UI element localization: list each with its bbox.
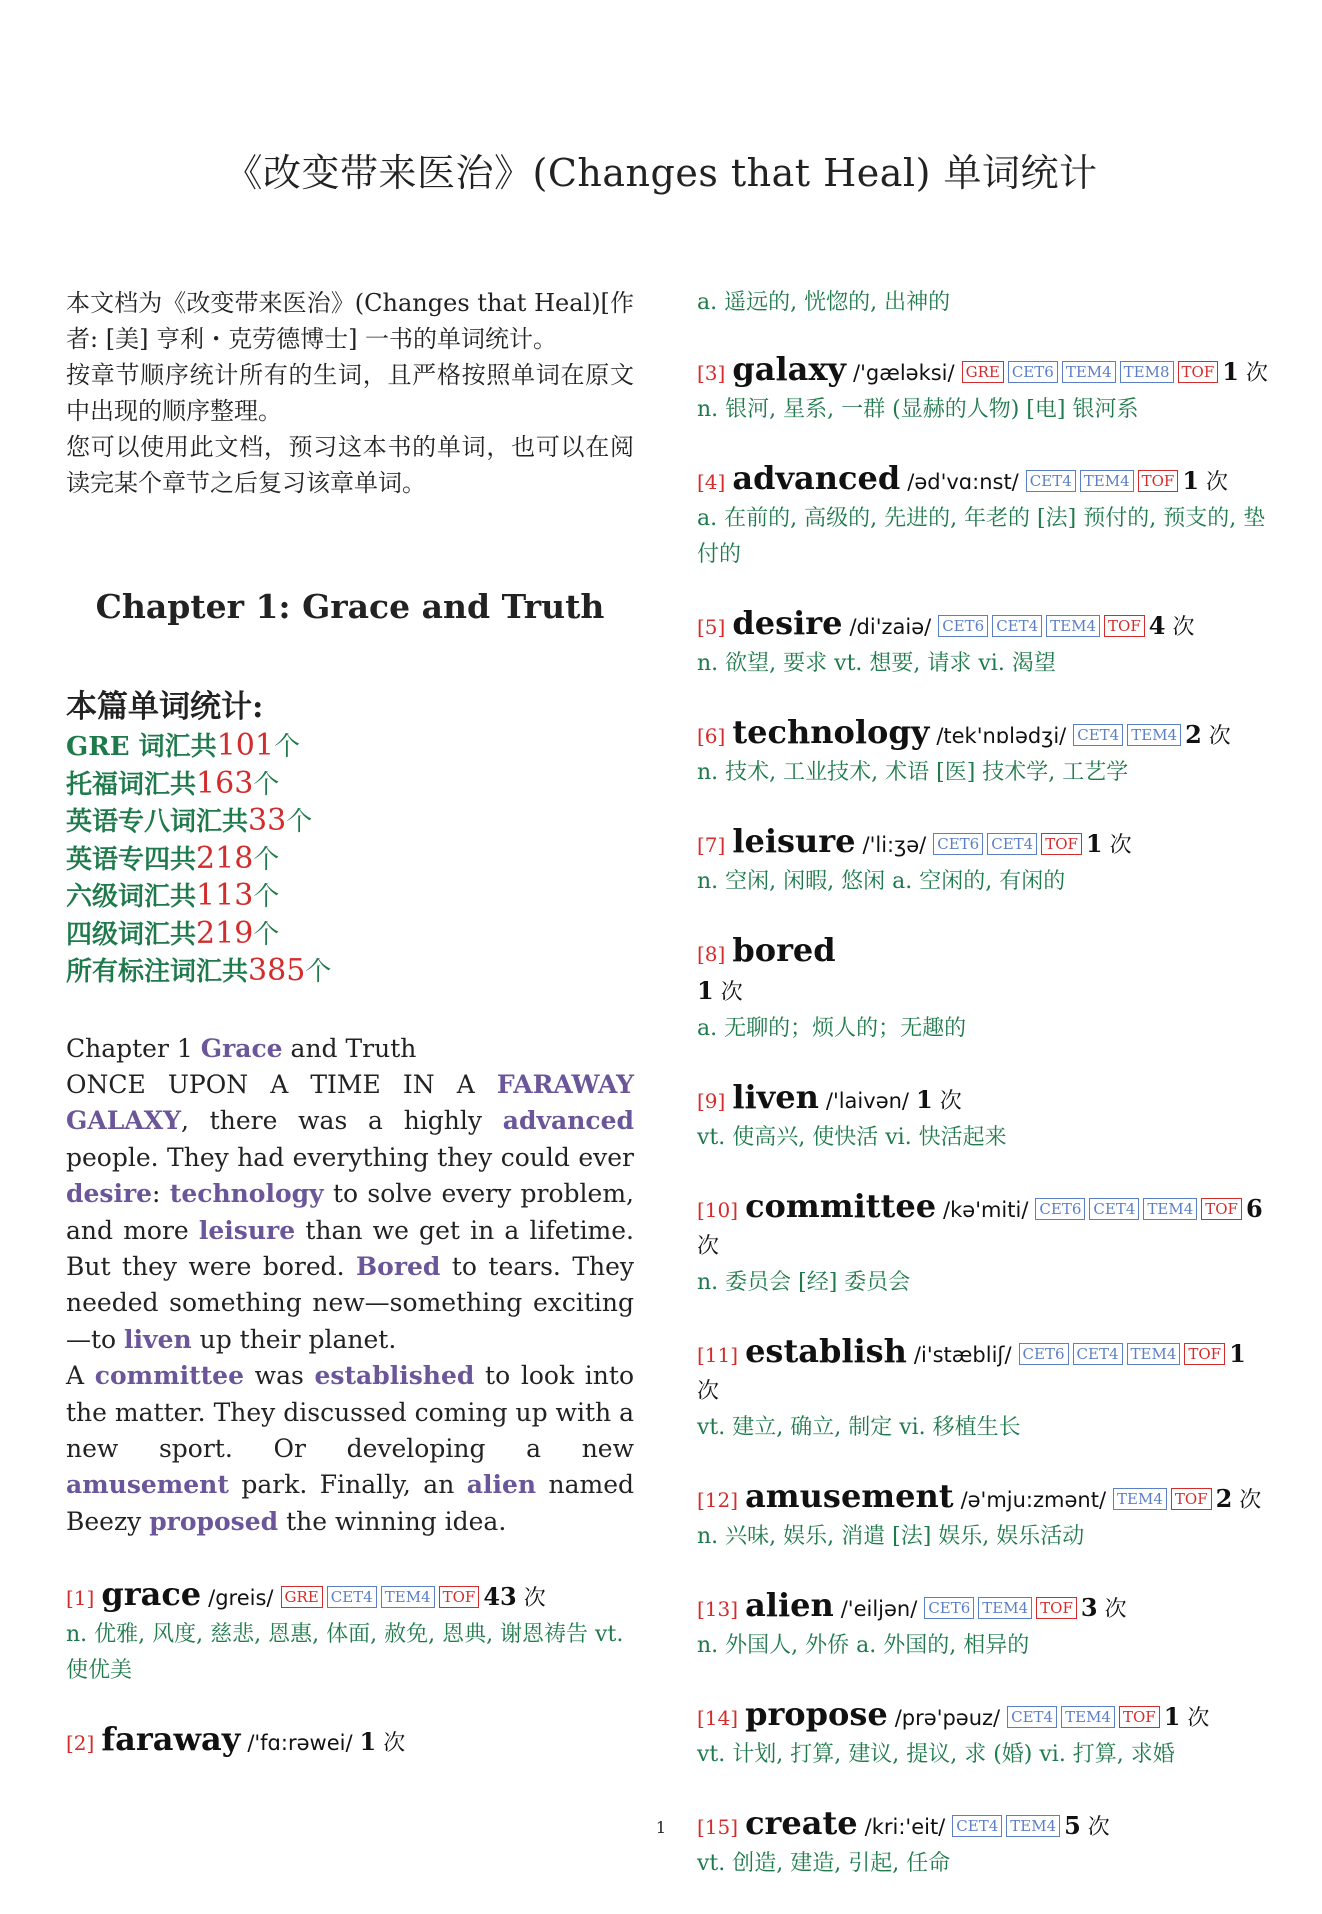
entry-index: [6] xyxy=(697,724,726,748)
exam-tag: CET6 xyxy=(924,1597,974,1619)
entry-count-unit: 次 xyxy=(1097,1597,1127,1622)
passage-paragraph xyxy=(66,1358,634,1540)
vocab-highlight: liven xyxy=(124,1324,192,1354)
vocab-highlight: established xyxy=(314,1361,475,1391)
exam-tag: CET6 xyxy=(1019,1343,1069,1365)
passage-text: people. They had everything they could ever xyxy=(66,1142,634,1172)
entry-word: grace xyxy=(101,1575,202,1614)
entry-definition: vt. 使高兴, 使快活 vi. 快活起来 xyxy=(697,1125,1007,1150)
exam-tag: CET4 xyxy=(992,615,1042,637)
entry-definition: vt. 创造, 建造, 引起, 任命 xyxy=(697,1851,951,1876)
exam-tag: TOF xyxy=(1036,1597,1077,1619)
stat-row xyxy=(66,878,634,916)
document-title: 《改变带来医治》(Changes that Heal) 单词统计 xyxy=(224,151,1098,195)
vocab-highlight: amusement xyxy=(66,1470,229,1500)
vocab-highlight: technology xyxy=(169,1179,324,1209)
stat-row xyxy=(66,953,634,991)
exam-tag: GRE xyxy=(281,1586,323,1608)
vocab-entry xyxy=(66,1721,634,1762)
exam-tag: TOF xyxy=(1138,470,1179,492)
entry-pronunciation: /greis/ xyxy=(208,1586,274,1611)
entry-index: [8] xyxy=(697,942,726,966)
stat-row xyxy=(66,841,634,879)
entry-head xyxy=(697,1478,1269,1519)
vocab-entry xyxy=(697,1188,1269,1301)
passage-text: the winning idea. xyxy=(278,1506,507,1536)
entry-count: 1 xyxy=(1182,466,1200,495)
entry-definition-continued: a. 遥远的, 恍惚的, 出神的 xyxy=(697,290,951,315)
entry-pronunciation: /'eiljən/ xyxy=(840,1597,918,1621)
entry-word: alien xyxy=(745,1586,834,1624)
vocab-entry xyxy=(697,1805,1269,1882)
entry-index: [13] xyxy=(697,1597,739,1621)
exam-tag: CET6 xyxy=(1008,361,1058,383)
passage-text: than we get in a lifetime. But they were bored. xyxy=(66,1215,635,1281)
stat-label: 托福词汇共 xyxy=(66,769,197,800)
exam-tag: TOF xyxy=(1178,361,1219,383)
entry-definition: n. 欲望, 要求 vt. 想要, 请求 vi. 渴望 xyxy=(697,651,1056,676)
entry-word: committee xyxy=(745,1187,937,1225)
exam-tag: TEM4 xyxy=(1080,470,1134,492)
vocab-highlight: committee xyxy=(94,1361,244,1391)
exam-tag: CET6 xyxy=(938,615,988,637)
passage-text: named Beezy xyxy=(66,1470,634,1536)
exam-tag: TEM4 xyxy=(1006,1815,1060,1837)
page-number: 1 xyxy=(655,1818,667,1837)
entry-head xyxy=(697,351,1269,392)
entry-index: [10] xyxy=(697,1198,739,1222)
vocab-entry xyxy=(697,460,1269,573)
exam-tag: TEM4 xyxy=(1062,361,1116,383)
entry-count: 1 xyxy=(359,1727,377,1757)
entry-pronunciation: /kri:'eit/ xyxy=(864,1815,946,1839)
entry-definition: n. 外国人, 外侨 a. 外国的, 相异的 xyxy=(697,1633,1030,1658)
exam-tag: TOF xyxy=(439,1586,480,1608)
exam-tag: CET6 xyxy=(933,833,983,855)
stat-label: GRE 词汇共 xyxy=(66,732,217,762)
left-vocab-entries xyxy=(66,1576,634,1762)
stat-unit: 个 xyxy=(286,807,313,837)
passage-text: : xyxy=(152,1179,170,1209)
intro-paragraph: 本文档为《改变带来医治》(Changes that Heal)[作者: [美] 亨利・克劳德博士] 一书的单词统计。 xyxy=(66,289,634,353)
vocab-entry xyxy=(697,351,1269,428)
entry-definition: n. 技术, 工业技术, 术语 [医] 技术学, 工艺学 xyxy=(697,760,1129,785)
entry-count: 1 xyxy=(1163,1702,1181,1731)
stat-count: 101 xyxy=(216,728,274,763)
entry-definition: vt. 建立, 确立, 制定 vi. 移植生长 xyxy=(697,1415,1021,1440)
passage-text: , there was a highly xyxy=(180,1106,503,1136)
entry-count-unit: 次 xyxy=(1080,1815,1110,1840)
stat-unit: 个 xyxy=(305,957,332,987)
vocab-highlight: advanced xyxy=(502,1106,634,1136)
entry-definition: n. 优雅, 风度, 慈悲, 恩惠, 体面, 赦免, 恩典, 谢恩祷告 vt. 使优美 xyxy=(66,1622,624,1684)
passage-text: Chapter 1 xyxy=(66,1033,201,1063)
stat-unit: 个 xyxy=(253,882,280,912)
entry-pronunciation: /əd'vɑ:nst/ xyxy=(907,470,1019,494)
passage-text: was xyxy=(243,1361,315,1391)
entry-count: 2 xyxy=(1185,720,1202,749)
right-vocab-entries xyxy=(697,351,1269,1882)
exam-tag: TEM8 xyxy=(1120,361,1174,383)
stat-row xyxy=(66,766,634,804)
entry-count-unit: 次 xyxy=(1199,470,1229,495)
entry-count-unit: 次 xyxy=(697,1379,720,1404)
entry-word: create xyxy=(745,1804,858,1842)
intro-paragraph: 您可以使用此文档，预习这本书的单词，也可以在阅读完某个章节之后复习该章单词。 xyxy=(66,433,634,497)
passage-text: park. Finally, an xyxy=(228,1470,467,1500)
entry-count: 6 xyxy=(1245,1194,1263,1223)
vocab-highlight: proposed xyxy=(149,1506,279,1536)
exam-tag: TOF xyxy=(1171,1488,1212,1510)
exam-tag: CET4 xyxy=(952,1815,1002,1837)
entry-pronunciation: /ə'mju:zmənt/ xyxy=(960,1488,1107,1512)
stat-label: 四级词汇共 xyxy=(66,919,197,950)
stat-unit: 个 xyxy=(273,732,300,762)
vocab-entry xyxy=(697,1333,1269,1446)
stat-row xyxy=(66,916,634,954)
entry-pronunciation: /prə'pəuz/ xyxy=(894,1706,1001,1730)
exam-tag: CET4 xyxy=(1026,470,1076,492)
vocab-highlight: FARAWAY GALAXY xyxy=(66,1069,634,1136)
entry-head xyxy=(697,1079,1269,1120)
stat-unit: 个 xyxy=(253,844,280,875)
entry-count-unit: 次 xyxy=(1238,361,1268,386)
passage-text: up their planet. xyxy=(191,1324,397,1354)
exam-tag: TEM4 xyxy=(978,1597,1032,1619)
exam-tag: TEM4 xyxy=(1127,1343,1181,1365)
entry-word: advanced xyxy=(732,459,901,497)
passage-text: and Truth xyxy=(282,1033,417,1063)
entry-index: [1] xyxy=(66,1586,95,1611)
entry-head xyxy=(697,1333,1269,1410)
entry-word: liven xyxy=(732,1078,819,1116)
entry-pronunciation: /'fɑ:rəwei/ xyxy=(247,1731,353,1756)
vocab-entry xyxy=(697,1696,1269,1773)
entry-definition: n. 银河, 星系, 一群 (显赫的人物) [电] 银河系 xyxy=(697,397,1139,422)
entry-count: 5 xyxy=(1064,1811,1081,1840)
entry-definition: n. 空闲, 闲暇, 悠闲 a. 空闲的, 有闲的 xyxy=(697,869,1066,894)
entry-word: leisure xyxy=(732,822,856,860)
stat-count: 385 xyxy=(248,953,306,988)
vocab-entry xyxy=(66,1576,634,1689)
entry-pronunciation: /i'stæbliʃ/ xyxy=(913,1343,1012,1367)
exam-tag: TEM4 xyxy=(381,1586,435,1608)
vocab-entry xyxy=(697,1079,1269,1156)
entry-head xyxy=(66,1576,634,1617)
vocab-entry xyxy=(697,1587,1269,1664)
entry-count: 43 xyxy=(483,1582,517,1612)
stats-list xyxy=(66,728,634,991)
entry-index: [9] xyxy=(697,1089,726,1113)
exam-tag: CET4 xyxy=(1073,724,1123,746)
entry-pronunciation: /'laivən/ xyxy=(825,1089,909,1113)
entry-definition: n. 委员会 [经] 委员会 xyxy=(697,1270,911,1295)
entry-word: amusement xyxy=(745,1477,954,1515)
entry-head xyxy=(697,1696,1269,1737)
stats-heading: 本篇单词统计: xyxy=(66,689,264,725)
stat-count: 218 xyxy=(196,840,254,876)
intro-paragraph: 按章节顺序统计所有的生词，且严格按照单词在原文中出现的顺序整理。 xyxy=(66,361,634,425)
stat-count: 113 xyxy=(196,878,254,913)
stat-count: 219 xyxy=(196,915,254,951)
exam-tag: TOF xyxy=(1119,1706,1160,1728)
vocab-highlight: leisure xyxy=(198,1215,296,1245)
entry-pronunciation: /'li:ʒə/ xyxy=(862,833,927,857)
passage-heading-line xyxy=(66,1031,634,1067)
entry-word: desire xyxy=(732,604,843,642)
exam-tag: TOF xyxy=(1041,833,1082,855)
entry-count-unit: 次 xyxy=(1180,1706,1210,1731)
entry-count: 1 xyxy=(1085,829,1103,858)
stat-count: 163 xyxy=(196,765,254,801)
intro xyxy=(66,285,634,501)
passage-text: A xyxy=(66,1361,95,1391)
entry-count: 1 xyxy=(1229,1339,1246,1368)
entry-head xyxy=(697,714,1269,755)
entry-index: [4] xyxy=(697,470,726,494)
entry-count-line xyxy=(697,973,1269,1011)
entry-count-unit: 次 xyxy=(1232,1488,1262,1513)
entry-definition: n. 兴味, 娱乐, 消遣 [法] 娱乐, 娱乐活动 xyxy=(697,1524,1085,1549)
entry-count: 4 xyxy=(1148,611,1166,640)
entry-count-unit: 次 xyxy=(713,980,743,1005)
stat-label: 英语专四共 xyxy=(66,844,197,875)
vocab-entry xyxy=(697,714,1269,791)
entry-index: [7] xyxy=(697,833,726,857)
entry-definition: vt. 计划, 打算, 建议, 提议, 求 (婚) vi. 打算, 求婚 xyxy=(697,1742,1175,1767)
entry-word: galaxy xyxy=(732,350,847,388)
entry-count-unit: 次 xyxy=(516,1586,546,1612)
stat-label: 英语专八词汇共 xyxy=(66,807,249,837)
entry-head xyxy=(697,605,1269,646)
entry-count: 1 xyxy=(916,1085,933,1114)
passage-text: to look into the matter. They discussed coming up with a new sport. Or developing a new xyxy=(66,1361,634,1463)
exam-tag: CET4 xyxy=(1089,1198,1139,1220)
entry-count: 2 xyxy=(1215,1484,1233,1513)
exam-tag: TOF xyxy=(1201,1198,1242,1220)
entry-pronunciation: /di'zaiə/ xyxy=(849,615,932,639)
entry-index: [5] xyxy=(697,615,726,639)
entry-index: [2] xyxy=(66,1731,95,1756)
entry-word: propose xyxy=(745,1695,888,1733)
vocab-entry xyxy=(697,823,1269,900)
exam-tag: CET4 xyxy=(1007,1706,1057,1728)
entry-count-unit: 次 xyxy=(697,1234,720,1259)
entry-word: technology xyxy=(732,713,930,751)
exam-tag: TEM4 xyxy=(1046,615,1100,637)
exam-tag: TEM4 xyxy=(1127,724,1181,746)
entry-head xyxy=(697,1587,1269,1628)
exam-tag: TEM4 xyxy=(1061,1706,1115,1728)
entry-index: [15] xyxy=(697,1815,739,1839)
entry-pronunciation: /kə'miti/ xyxy=(943,1198,1029,1222)
entry-count-unit: 次 xyxy=(376,1731,406,1757)
entry-head xyxy=(697,932,1269,973)
entry-count: 1 xyxy=(1222,357,1239,386)
entry-index: [14] xyxy=(697,1706,739,1730)
passage-text: to tears. They needed something new—something exciting—to xyxy=(66,1251,635,1354)
passage-paragraph xyxy=(66,1067,634,1358)
entry-count-unit: 次 xyxy=(1201,724,1231,749)
entry-head xyxy=(697,1188,1269,1265)
stat-unit: 个 xyxy=(253,769,280,800)
entry-word: establish xyxy=(745,1332,907,1370)
exam-tag: TOF xyxy=(1184,1343,1225,1365)
entry-word: faraway xyxy=(101,1720,241,1759)
entry-count-unit: 次 xyxy=(1102,833,1132,858)
right-column xyxy=(697,285,1269,1914)
vocab-highlight: desire xyxy=(66,1179,153,1209)
entry-definition: a. 在前的, 高级的, 先进的, 年老的 [法] 预付的, 预支的, 垫付的 xyxy=(697,506,1266,567)
stat-unit: 个 xyxy=(253,919,280,950)
passage-text: ONCE UPON A TIME IN A xyxy=(66,1069,497,1099)
stat-row xyxy=(66,803,634,841)
entry-definition: a. 无聊的；烦人的；无趣的 xyxy=(697,1016,967,1041)
stat-count: 33 xyxy=(248,803,287,838)
exam-tag: CET4 xyxy=(327,1586,377,1608)
entry-count-unit: 次 xyxy=(1165,615,1195,640)
entry-word: bored xyxy=(732,931,836,969)
entry-count-unit: 次 xyxy=(932,1089,962,1114)
vocab-highlight: Grace xyxy=(200,1033,283,1063)
exam-tag: CET4 xyxy=(1073,1343,1123,1365)
chapter-title: Chapter 1: Grace and Truth xyxy=(95,587,605,626)
exam-tag: CET6 xyxy=(1035,1198,1085,1220)
entry-count: 1 xyxy=(697,976,714,1005)
exam-tag: CET4 xyxy=(987,833,1037,855)
vocab-entry xyxy=(697,1478,1269,1555)
vocab-entry xyxy=(697,932,1269,1047)
entry-index: [12] xyxy=(697,1488,739,1512)
vocab-entry xyxy=(697,605,1269,682)
chapter-passage xyxy=(66,1031,634,1541)
entry-index: [3] xyxy=(697,361,726,385)
stat-label: 六级词汇共 xyxy=(66,882,197,912)
left-column xyxy=(66,285,634,1794)
vocab-highlight: alien xyxy=(466,1470,537,1500)
entry-head xyxy=(697,823,1269,864)
exam-tag: TOF xyxy=(1104,615,1145,637)
vocab-highlight: Bored xyxy=(356,1251,441,1281)
entry-head xyxy=(697,460,1269,501)
passage-text: to solve every problem, and more xyxy=(66,1179,635,1245)
exam-tag: GRE xyxy=(962,361,1004,383)
entry-pronunciation: /'gæləksi/ xyxy=(853,361,955,385)
stat-row xyxy=(66,728,634,766)
entry-index: [11] xyxy=(697,1343,739,1367)
entry-pronunciation: /tek'nɒlədʒi/ xyxy=(936,724,1067,748)
stat-label: 所有标注词汇共 xyxy=(66,957,249,987)
entry-count: 3 xyxy=(1080,1593,1098,1622)
exam-tag: TEM4 xyxy=(1113,1488,1167,1510)
exam-tag: TEM4 xyxy=(1143,1198,1197,1220)
entry-head xyxy=(66,1721,634,1762)
